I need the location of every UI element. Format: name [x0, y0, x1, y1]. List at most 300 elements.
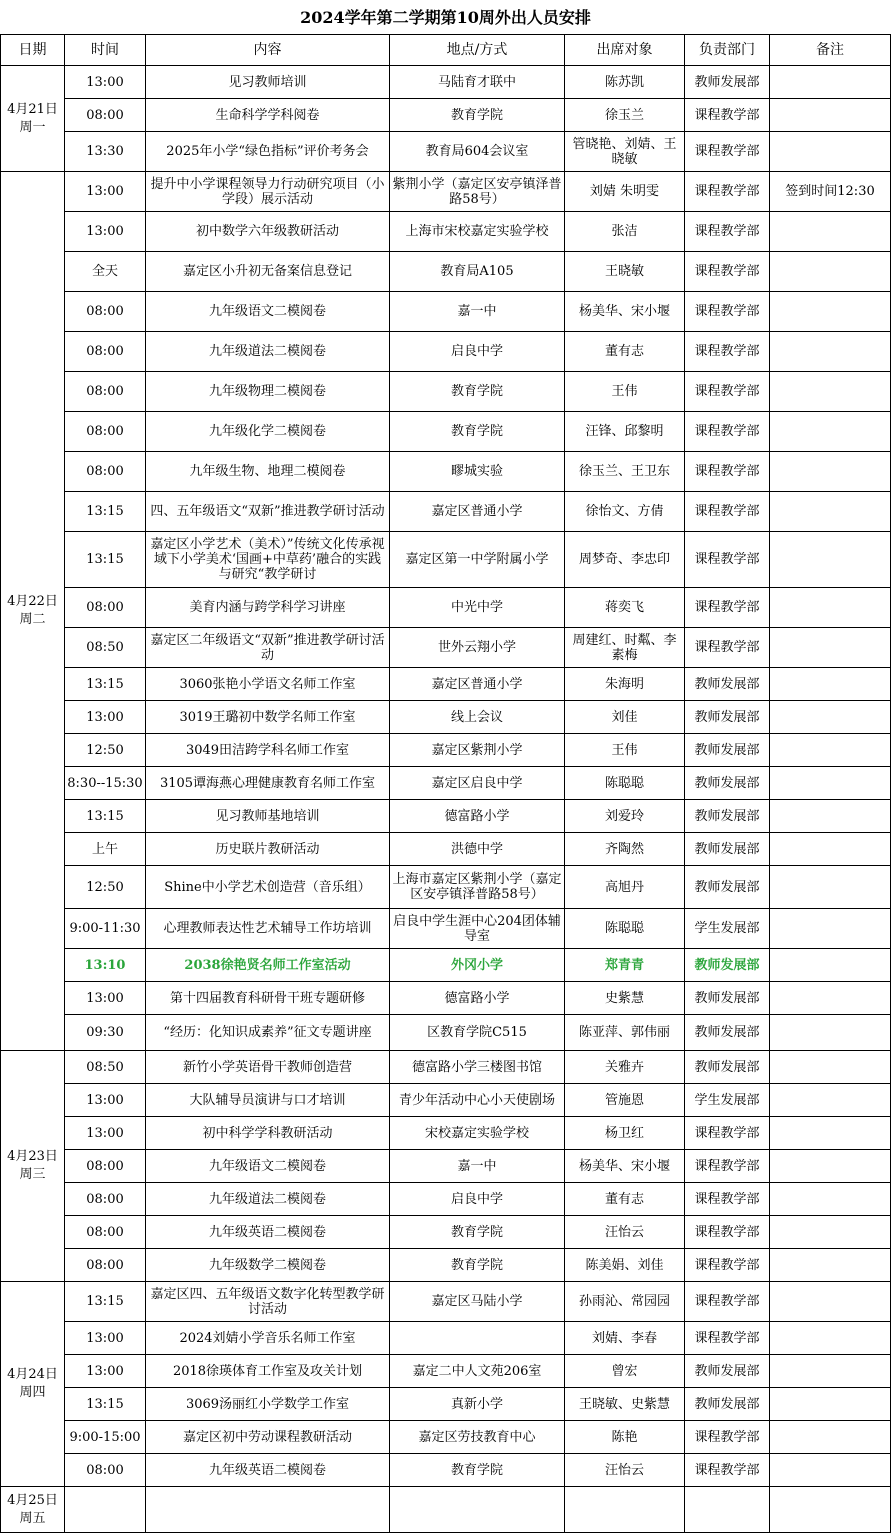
- dept-cell: 课程教学部: [685, 99, 770, 132]
- note-cell: [770, 800, 891, 833]
- content-cell: 嘉定区小学艺术（美术）”传统文化传承视域下小学美术‘国画+中草药’融合的实践与研究“教学研讨: [146, 532, 390, 588]
- content-cell: [146, 1487, 390, 1533]
- time-cell: 13:00: [65, 66, 146, 99]
- time-cell: 13:15: [65, 800, 146, 833]
- time-cell: 08:00: [65, 588, 146, 628]
- place-cell: 嘉一中: [390, 1150, 565, 1183]
- dept-cell: 教师发展部: [685, 66, 770, 99]
- attendee-cell: 管施恩: [565, 1084, 685, 1117]
- header-time: 时间: [65, 35, 146, 66]
- table-row: [1, 66, 891, 99]
- attendee-cell: 张洁: [565, 212, 685, 252]
- table-row: [1, 252, 891, 292]
- page-title: 2024学年第二学期第10周外出人员安排: [0, 0, 891, 35]
- header-date: 日期: [1, 35, 65, 66]
- weekday-label: 周五: [19, 1510, 46, 1526]
- place-cell: 教育学院: [390, 372, 565, 412]
- attendee-cell: 史紫慧: [565, 982, 685, 1015]
- note-cell: [770, 982, 891, 1015]
- attendee-cell: 徐怡文、方倩: [565, 492, 685, 532]
- table-row: [1, 372, 891, 412]
- dept-cell: 课程教学部: [685, 1421, 770, 1454]
- attendee-cell: 周梦奇、李忠印: [565, 532, 685, 588]
- table-row: [1, 588, 891, 628]
- dept-cell: 教师发展部: [685, 982, 770, 1015]
- table-row: [1, 866, 891, 909]
- table-row: [1, 1388, 891, 1421]
- time-cell: 13:00: [65, 1355, 146, 1388]
- attendee-cell: 孙雨沁、常园园: [565, 1282, 685, 1322]
- place-cell: 马陆育才联中: [390, 66, 565, 99]
- dept-cell: 课程教学部: [685, 412, 770, 452]
- attendee-cell: 王晓敏、史紫慧: [565, 1388, 685, 1421]
- header-note: 备注: [770, 35, 891, 66]
- table-row: [1, 332, 891, 372]
- time-cell: 09:30: [65, 1015, 146, 1051]
- content-cell: 提升中小学课程领导力行动研究项目（小学段）展示活动: [146, 172, 390, 212]
- attendee-cell: 王晓敏: [565, 252, 685, 292]
- time-cell: 08:00: [65, 452, 146, 492]
- table-row: [1, 292, 891, 332]
- content-cell: 九年级道法二模阅卷: [146, 1183, 390, 1216]
- dept-cell: 课程教学部: [685, 452, 770, 492]
- header-dept: 负责部门: [685, 35, 770, 66]
- time-cell: 13:00: [65, 1117, 146, 1150]
- attendee-cell: 汪锋、邱黎明: [565, 412, 685, 452]
- dept-cell: 教师发展部: [685, 866, 770, 909]
- attendee-cell: 周建红、时粼、李素梅: [565, 628, 685, 668]
- table-row: [1, 1454, 891, 1487]
- note-cell: [770, 252, 891, 292]
- table-row: [1, 949, 891, 982]
- attendee-cell: 朱海明: [565, 668, 685, 701]
- note-cell: [770, 372, 891, 412]
- time-cell: 08:00: [65, 1249, 146, 1282]
- table-row: [1, 1249, 891, 1282]
- time-cell: 08:00: [65, 1183, 146, 1216]
- note-cell: [770, 1388, 891, 1421]
- dept-cell: 教师发展部: [685, 734, 770, 767]
- content-cell: 3019王璐初中数学名师工作室: [146, 701, 390, 734]
- time-cell: 08:00: [65, 292, 146, 332]
- header-place: 地点/方式: [390, 35, 565, 66]
- time-cell: 08:00: [65, 1454, 146, 1487]
- schedule-table: [0, 34, 891, 1533]
- content-cell: 2024刘婧小学音乐名师工作室: [146, 1322, 390, 1355]
- content-cell: 初中数学六年级教研活动: [146, 212, 390, 252]
- table-row: [1, 452, 891, 492]
- dept-cell: 课程教学部: [685, 1216, 770, 1249]
- place-cell: 教育学院: [390, 1454, 565, 1487]
- note-cell: [770, 1454, 891, 1487]
- place-cell: 启良中学: [390, 1183, 565, 1216]
- attendee-cell: 刘佳: [565, 701, 685, 734]
- dept-cell: [685, 1487, 770, 1533]
- note-cell: [770, 492, 891, 532]
- place-cell: 疁城实验: [390, 452, 565, 492]
- place-cell: 教育局A105: [390, 252, 565, 292]
- content-cell: 2018徐瑛体育工作室及攻关计划: [146, 1355, 390, 1388]
- time-cell: 9:00-11:30: [65, 909, 146, 949]
- place-cell: 嘉定区马陆小学: [390, 1282, 565, 1322]
- dept-cell: 课程教学部: [685, 372, 770, 412]
- attendee-cell: 高旭丹: [565, 866, 685, 909]
- table-row: [1, 1421, 891, 1454]
- attendee-cell: 陈苏凯: [565, 66, 685, 99]
- time-cell: 上午: [65, 833, 146, 866]
- table-row: [1, 532, 891, 588]
- table-row: [1, 1051, 891, 1084]
- attendee-cell: 刘爱玲: [565, 800, 685, 833]
- place-cell: 德富路小学三楼图书馆: [390, 1051, 565, 1084]
- content-cell: 历史联片教研活动: [146, 833, 390, 866]
- table-row: [1, 172, 891, 212]
- table-row: [1, 628, 891, 668]
- time-cell: 13:00: [65, 1322, 146, 1355]
- date-cell: [1, 1487, 65, 1533]
- attendee-cell: 郑青青: [565, 949, 685, 982]
- content-cell: Shine中小学艺术创造营（音乐组）: [146, 866, 390, 909]
- table-row: [1, 909, 891, 949]
- note-cell: [770, 452, 891, 492]
- place-cell: 青少年活动中心小天使剧场: [390, 1084, 565, 1117]
- content-cell: 心理教师表达性艺术辅导工作坊培训: [146, 909, 390, 949]
- content-cell: 嘉定区二年级语文“双新”推进教学研讨活动: [146, 628, 390, 668]
- date-label: 4月25日: [7, 1492, 58, 1508]
- note-cell: [770, 1322, 891, 1355]
- note-cell: [770, 1015, 891, 1051]
- attendee-cell: 董有志: [565, 332, 685, 372]
- time-cell: 13:30: [65, 132, 146, 172]
- note-cell: 签到时间12:30: [770, 172, 891, 212]
- content-cell: 九年级道法二模阅卷: [146, 332, 390, 372]
- table-row: [1, 1322, 891, 1355]
- attendee-cell: 陈聪聪: [565, 909, 685, 949]
- note-cell: [770, 1249, 891, 1282]
- dept-cell: 课程教学部: [685, 1183, 770, 1216]
- note-cell: [770, 1051, 891, 1084]
- note-cell: [770, 132, 891, 172]
- attendee-cell: 管晓艳、刘婧、王晓敏: [565, 132, 685, 172]
- weekday-label: 周三: [19, 1167, 46, 1182]
- time-cell: 08:50: [65, 628, 146, 668]
- dept-cell: 教师发展部: [685, 767, 770, 800]
- time-cell: 13:00: [65, 982, 146, 1015]
- weekday-label: 周二: [19, 612, 46, 627]
- content-cell: 九年级英语二模阅卷: [146, 1454, 390, 1487]
- place-cell: 启良中学生涯中心204团体辅导室: [390, 909, 565, 949]
- table-row: [1, 1355, 891, 1388]
- note-cell: [770, 212, 891, 252]
- attendee-cell: 汪怡云: [565, 1454, 685, 1487]
- note-cell: [770, 668, 891, 701]
- place-cell: 嘉定区第一中学附属小学: [390, 532, 565, 588]
- place-cell: 嘉定区普通小学: [390, 668, 565, 701]
- attendee-cell: [565, 1487, 685, 1533]
- place-cell: 紫荆小学（嘉定区安亭镇泽普路58号）: [390, 172, 565, 212]
- attendee-cell: 陈艳: [565, 1421, 685, 1454]
- time-cell: 13:15: [65, 668, 146, 701]
- content-cell: 3105谭海燕心理健康教育名师工作室: [146, 767, 390, 800]
- note-cell: [770, 628, 891, 668]
- header-attendee: 出席对象: [565, 35, 685, 66]
- table-row: [1, 212, 891, 252]
- dept-cell: 课程教学部: [685, 1249, 770, 1282]
- time-cell: 8:30--15:30: [65, 767, 146, 800]
- date-label: 4月24日: [7, 1367, 58, 1382]
- note-cell: [770, 588, 891, 628]
- note-cell: [770, 1355, 891, 1388]
- dept-cell: 教师发展部: [685, 1051, 770, 1084]
- note-cell: [770, 1150, 891, 1183]
- table-row: [1, 1282, 891, 1322]
- time-cell: 08:00: [65, 1216, 146, 1249]
- dept-cell: 教师发展部: [685, 668, 770, 701]
- place-cell: [390, 1487, 565, 1533]
- note-cell: [770, 767, 891, 800]
- table-row: [1, 767, 891, 800]
- note-cell: [770, 1117, 891, 1150]
- dept-cell: 学生发展部: [685, 1084, 770, 1117]
- time-cell: 08:00: [65, 332, 146, 372]
- table-row: [1, 1084, 891, 1117]
- note-cell: [770, 99, 891, 132]
- note-cell: [770, 701, 891, 734]
- time-cell: 13:15: [65, 492, 146, 532]
- dept-cell: 课程教学部: [685, 332, 770, 372]
- dept-cell: 课程教学部: [685, 1282, 770, 1322]
- content-cell: 九年级化学二模阅卷: [146, 412, 390, 452]
- dept-cell: 教师发展部: [685, 1015, 770, 1051]
- content-cell: 大队辅导员演讲与口才培训: [146, 1084, 390, 1117]
- note-cell: [770, 1421, 891, 1454]
- note-cell: [770, 292, 891, 332]
- time-cell: 13:15: [65, 1388, 146, 1421]
- time-cell: 08:50: [65, 1051, 146, 1084]
- place-cell: 教育局604会议室: [390, 132, 565, 172]
- note-cell: [770, 734, 891, 767]
- attendee-cell: 曾宏: [565, 1355, 685, 1388]
- dept-cell: 学生发展部: [685, 909, 770, 949]
- content-cell: 3049田洁跨学科名师工作室: [146, 734, 390, 767]
- content-cell: 四、五年级语文“双新”推进教学研讨活动: [146, 492, 390, 532]
- dept-cell: 课程教学部: [685, 532, 770, 588]
- attendee-cell: 董有志: [565, 1183, 685, 1216]
- date-cell: [1, 1282, 65, 1487]
- content-cell: 九年级生物、地理二模阅卷: [146, 452, 390, 492]
- attendee-cell: 齐陶然: [565, 833, 685, 866]
- attendee-cell: 陈美娟、刘佳: [565, 1249, 685, 1282]
- place-cell: 线上会议: [390, 701, 565, 734]
- time-cell: [65, 1487, 146, 1533]
- note-cell: [770, 1216, 891, 1249]
- attendee-cell: 陈聪聪: [565, 767, 685, 800]
- time-cell: 12:50: [65, 866, 146, 909]
- date-cell: [1, 66, 65, 172]
- content-cell: 见习教师培训: [146, 66, 390, 99]
- note-cell: [770, 866, 891, 909]
- content-cell: 美育内涵与跨学科学习讲座: [146, 588, 390, 628]
- dept-cell: 课程教学部: [685, 1454, 770, 1487]
- table-row: [1, 668, 891, 701]
- table-row: [1, 99, 891, 132]
- time-cell: 13:15: [65, 1282, 146, 1322]
- table-row: [1, 412, 891, 452]
- content-cell: 3060张艳小学语文名师工作室: [146, 668, 390, 701]
- content-cell: 九年级语文二模阅卷: [146, 292, 390, 332]
- attendee-cell: 王伟: [565, 372, 685, 412]
- header-row: [1, 35, 891, 66]
- dept-cell: 课程教学部: [685, 1150, 770, 1183]
- table-row: [1, 800, 891, 833]
- weekday-label: 周一: [19, 119, 46, 135]
- content-cell: 2038徐艳贤名师工作室活动: [146, 949, 390, 982]
- dept-cell: 教师发展部: [685, 701, 770, 734]
- place-cell: 外冈小学: [390, 949, 565, 982]
- place-cell: 德富路小学: [390, 982, 565, 1015]
- table-row: [1, 1216, 891, 1249]
- note-cell: [770, 1282, 891, 1322]
- note-cell: [770, 66, 891, 99]
- time-cell: 13:15: [65, 532, 146, 588]
- date-cell: [1, 1051, 65, 1282]
- time-cell: 13:00: [65, 212, 146, 252]
- place-cell: 上海市嘉定区紫荆小学（嘉定区安亭镇泽普路58号）: [390, 866, 565, 909]
- date-label: 4月21日: [7, 101, 58, 117]
- table-row: [1, 701, 891, 734]
- attendee-cell: 刘婧、李春: [565, 1322, 685, 1355]
- time-cell: 08:00: [65, 372, 146, 412]
- note-cell: [770, 532, 891, 588]
- note-cell: [770, 1084, 891, 1117]
- table-row: [1, 982, 891, 1015]
- table-row: [1, 1150, 891, 1183]
- content-cell: 3069汤丽红小学数学工作室: [146, 1388, 390, 1421]
- content-cell: 新竹小学英语骨干教师创造营: [146, 1051, 390, 1084]
- time-cell: 13:00: [65, 1084, 146, 1117]
- place-cell: 嘉定区劳技教育中心: [390, 1421, 565, 1454]
- attendee-cell: 杨卫红: [565, 1117, 685, 1150]
- dept-cell: 教师发展部: [685, 1388, 770, 1421]
- dept-cell: 课程教学部: [685, 252, 770, 292]
- attendee-cell: 杨美华、宋小堰: [565, 292, 685, 332]
- time-cell: 08:00: [65, 1150, 146, 1183]
- place-cell: 区教育学院C515: [390, 1015, 565, 1051]
- dept-cell: 教师发展部: [685, 949, 770, 982]
- table-row: [1, 492, 891, 532]
- weekday-label: 周四: [19, 1385, 46, 1400]
- place-cell: 教育学院: [390, 1216, 565, 1249]
- content-cell: 嘉定区四、五年级语文数字化转型教学研讨活动: [146, 1282, 390, 1322]
- content-cell: 2025年小学“绿色指标”评价考务会: [146, 132, 390, 172]
- table-row: [1, 833, 891, 866]
- note-cell: [770, 412, 891, 452]
- dept-cell: 课程教学部: [685, 132, 770, 172]
- date-cell: [1, 172, 65, 1051]
- content-cell: 嘉定区小升初无备案信息登记: [146, 252, 390, 292]
- attendee-cell: 徐玉兰、王卫东: [565, 452, 685, 492]
- content-cell: 生命科学学科阅卷: [146, 99, 390, 132]
- header-content: 内容: [146, 35, 390, 66]
- attendee-cell: 王伟: [565, 734, 685, 767]
- place-cell: 真新小学: [390, 1388, 565, 1421]
- content-cell: 九年级物理二模阅卷: [146, 372, 390, 412]
- place-cell: 嘉一中: [390, 292, 565, 332]
- date-label: 4月23日: [7, 1149, 58, 1164]
- dept-cell: 教师发展部: [685, 833, 770, 866]
- place-cell: 教育学院: [390, 99, 565, 132]
- place-cell: 洪德中学: [390, 833, 565, 866]
- content-cell: 第十四届教育科研骨干班专题研修: [146, 982, 390, 1015]
- attendee-cell: 杨美华、宋小堰: [565, 1150, 685, 1183]
- time-cell: 08:00: [65, 412, 146, 452]
- dept-cell: 课程教学部: [685, 628, 770, 668]
- note-cell: [770, 1183, 891, 1216]
- table-row: [1, 1015, 891, 1051]
- time-cell: 08:00: [65, 99, 146, 132]
- place-cell: 上海市宋校嘉定实验学校: [390, 212, 565, 252]
- content-cell: 初中科学学科教研活动: [146, 1117, 390, 1150]
- dept-cell: 教师发展部: [685, 800, 770, 833]
- content-cell: 见习教师基地培训: [146, 800, 390, 833]
- place-cell: 中光中学: [390, 588, 565, 628]
- place-cell: 宋校嘉定实验学校: [390, 1117, 565, 1150]
- content-cell: “经历：化知识成素养”征文专题讲座: [146, 1015, 390, 1051]
- attendee-cell: 陈亚萍、郭伟丽: [565, 1015, 685, 1051]
- place-cell: 嘉定区普通小学: [390, 492, 565, 532]
- dept-cell: 教师发展部: [685, 1355, 770, 1388]
- content-cell: 嘉定区初中劳动课程教研活动: [146, 1421, 390, 1454]
- time-cell: 9:00-15:00: [65, 1421, 146, 1454]
- place-cell: 嘉定区紫荆小学: [390, 734, 565, 767]
- attendee-cell: 汪怡云: [565, 1216, 685, 1249]
- table-row: [1, 734, 891, 767]
- time-cell: 全天: [65, 252, 146, 292]
- attendee-cell: 关雅卉: [565, 1051, 685, 1084]
- note-cell: [770, 949, 891, 982]
- note-cell: [770, 332, 891, 372]
- dept-cell: 课程教学部: [685, 212, 770, 252]
- time-cell: 12:50: [65, 734, 146, 767]
- content-cell: 九年级语文二模阅卷: [146, 1150, 390, 1183]
- dept-cell: 课程教学部: [685, 492, 770, 532]
- table-row: [1, 132, 891, 172]
- dept-cell: 课程教学部: [685, 1117, 770, 1150]
- note-cell: [770, 909, 891, 949]
- attendee-cell: 蒋奕飞: [565, 588, 685, 628]
- place-cell: [390, 1322, 565, 1355]
- note-cell: [770, 833, 891, 866]
- place-cell: 教育学院: [390, 412, 565, 452]
- table-row: [1, 1183, 891, 1216]
- time-cell: 13:00: [65, 172, 146, 212]
- place-cell: 启良中学: [390, 332, 565, 372]
- time-cell: 13:10: [65, 949, 146, 982]
- place-cell: 嘉定区启良中学: [390, 767, 565, 800]
- time-cell: 13:00: [65, 701, 146, 734]
- dept-cell: 课程教学部: [685, 1322, 770, 1355]
- dept-cell: 课程教学部: [685, 172, 770, 212]
- date-label: 4月22日: [7, 594, 58, 609]
- place-cell: 德富路小学: [390, 800, 565, 833]
- dept-cell: 课程教学部: [685, 292, 770, 332]
- attendee-cell: 刘婧 朱明雯: [565, 172, 685, 212]
- content-cell: 九年级数学二模阅卷: [146, 1249, 390, 1282]
- table-row: [1, 1117, 891, 1150]
- place-cell: 嘉定二中人文苑206室: [390, 1355, 565, 1388]
- table-row: [1, 1487, 891, 1533]
- attendee-cell: 徐玉兰: [565, 99, 685, 132]
